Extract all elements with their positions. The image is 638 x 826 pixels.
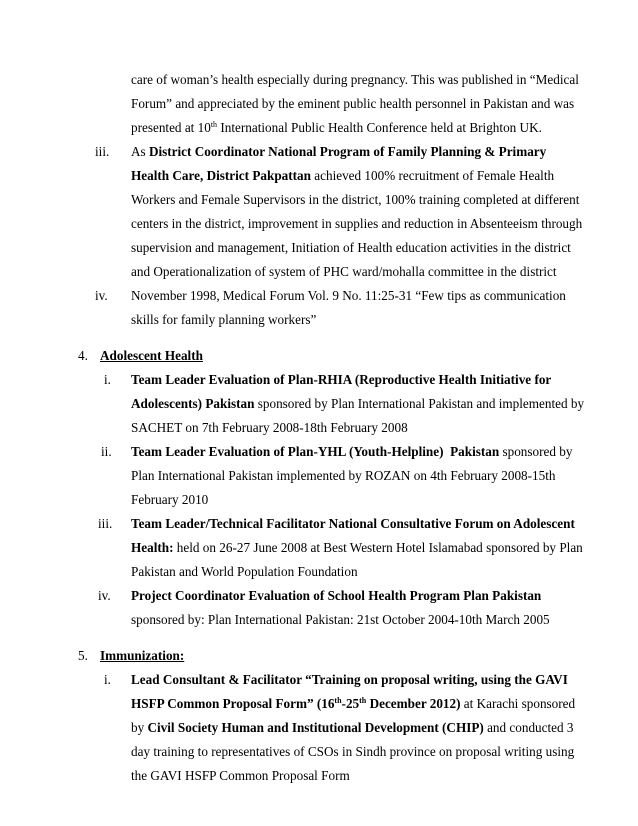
item-iii-line-2 <box>131 168 554 184</box>
section-5-title: Immunization: <box>100 648 185 663</box>
s4-item-ii-number: ii. <box>101 444 112 459</box>
s4-item-ii-bold-1: Team Leader Evaluation of Plan-YHL (Youth-Helpline) Pakistan <box>131 444 500 459</box>
item-iii-line-5: supervision and management, Initiation of Health education activities in the district <box>131 240 571 255</box>
s4-item-iii-line-1 <box>131 516 575 532</box>
s5-item-i-rest-3: and conducted 3 <box>483 720 574 735</box>
s5-item-i-bold-1: Lead Consultant & Facilitator “Training on proposal writing, using the GAVI <box>131 672 568 687</box>
s4-item-ii-line-2: Plan International Pakistan implemented by ROZAN on 4th February 2008-15th <box>131 468 556 483</box>
item-iii-bold-2: Health Care, District Pakpattan <box>131 168 311 183</box>
s5-item-i-line-4: day training to representatives of CSOs in Sindh province on proposal writing using <box>131 744 575 759</box>
s4-item-i-line-1 <box>131 372 551 388</box>
item-iii-line-3: Workers and Female Supervisors in the district, 100% training completed at different <box>131 192 580 207</box>
item-iii-line-6: and Operationalization of system of PHC ward/mohalla committee in the district <box>131 264 557 279</box>
s4-item-i-bold-2: Adolescents) Pakistan <box>131 396 255 411</box>
s5-item-i-line-3 <box>131 720 574 736</box>
s4-item-iii-rest-2: held on 26-27 June 2008 at Best Western Hotel Islamabad sponsored by Plan <box>173 540 583 555</box>
item-iv-line-1: November 1998, Medical Forum Vol. 9 No. 11:25-31 “Few tips as communication <box>131 288 566 303</box>
item-iii-rest-2: achieved 100% recruitment of Female Health <box>310 168 555 183</box>
s4-item-iv-line-1 <box>131 588 541 604</box>
s4-item-ii-line-1 <box>131 444 572 460</box>
s4-item-ii-line-3: February 2010 <box>131 492 209 507</box>
item-iii-pre: As <box>131 144 149 159</box>
item-iii-line-4: centers in the district, improvement in supplies and reduction in Absenteeism through <box>131 216 583 231</box>
s5-sup-2: th <box>359 696 367 705</box>
s4-item-iii-number: iii. <box>98 516 113 531</box>
s4-item-iv-number: iv. <box>98 588 111 603</box>
s4-item-ii-rest-1: sponsored by <box>499 444 573 459</box>
s4-item-i-rest-2: sponsored by Plan International Pakistan and implemented by <box>254 396 585 411</box>
s4-item-iii-bold-1: Team Leader/Technical Facilitator National Consultative Forum on Adolescent <box>131 516 575 531</box>
s4-item-i-line-3: SACHET on 7th February 2008-18th February 2008 <box>131 420 408 435</box>
intro-line-3 <box>131 120 542 136</box>
s5-item-i-bold-2a: HSFP Common Proposal Form” (16 <box>131 696 335 711</box>
section-4-number: 4. <box>78 348 88 363</box>
s5-item-i-bold-2c: December 2012) <box>366 696 461 711</box>
s4-item-iii-line-3: Pakistan and World Population Foundation <box>131 564 358 579</box>
s5-item-i-line-1 <box>131 672 568 688</box>
section-4-title: Adolescent Health <box>100 348 203 363</box>
s5-item-i-bold-3: Civil Society Human and Institutional Development (CHIP) <box>147 720 484 735</box>
intro-line-3b: International Public Health Conference held at Brighton UK. <box>217 120 542 135</box>
item-iv-number: iv. <box>95 288 108 303</box>
s4-item-i-bold-1: Team Leader Evaluation of Plan-RHIA (Reproductive Health Initiative for <box>131 372 552 387</box>
intro-sup: th <box>210 120 218 129</box>
s5-item-i-line-5: the GAVI HSFP Common Proposal Form <box>131 768 350 783</box>
s4-item-i-number: i. <box>104 372 111 387</box>
item-iii-number: iii. <box>95 144 110 159</box>
s5-item-i-bold-2b: -25 <box>341 696 360 711</box>
item-iv-line-2: skills for family planning workers” <box>131 312 317 327</box>
s4-item-iv-line-2: sponsored by: Plan International Pakistan: 21st October 2004-10th March 2005 <box>131 612 550 627</box>
item-iii-bold-1: District Coordinator National Program of Family Planning & Primary <box>148 144 547 159</box>
intro-line-1: care of woman’s health especially during pregnancy. This was published in “Medical <box>131 72 579 87</box>
s4-item-iv-bold-1: Project Coordinator Evaluation of School Health Program Plan Pakistan <box>131 588 542 603</box>
intro-line-3a: presented at 10 <box>131 120 211 135</box>
s4-item-iii-bold-2: Health: <box>131 540 174 555</box>
s4-item-i-line-2 <box>131 396 584 412</box>
section-5-number: 5. <box>78 648 88 663</box>
intro-line-2: Forum” and appreciated by the eminent public health personnel in Pakistan and was <box>131 96 575 111</box>
s5-item-i-line-2 <box>131 696 575 712</box>
s5-item-i-number: i. <box>104 672 111 687</box>
s4-item-iii-line-2 <box>131 540 583 556</box>
s5-item-i-rest-2: at Karachi sponsored <box>460 696 576 711</box>
s5-sup-1: th <box>334 696 342 705</box>
s5-item-i-l3a: by <box>131 720 148 735</box>
item-iii-line-1 <box>131 144 546 160</box>
